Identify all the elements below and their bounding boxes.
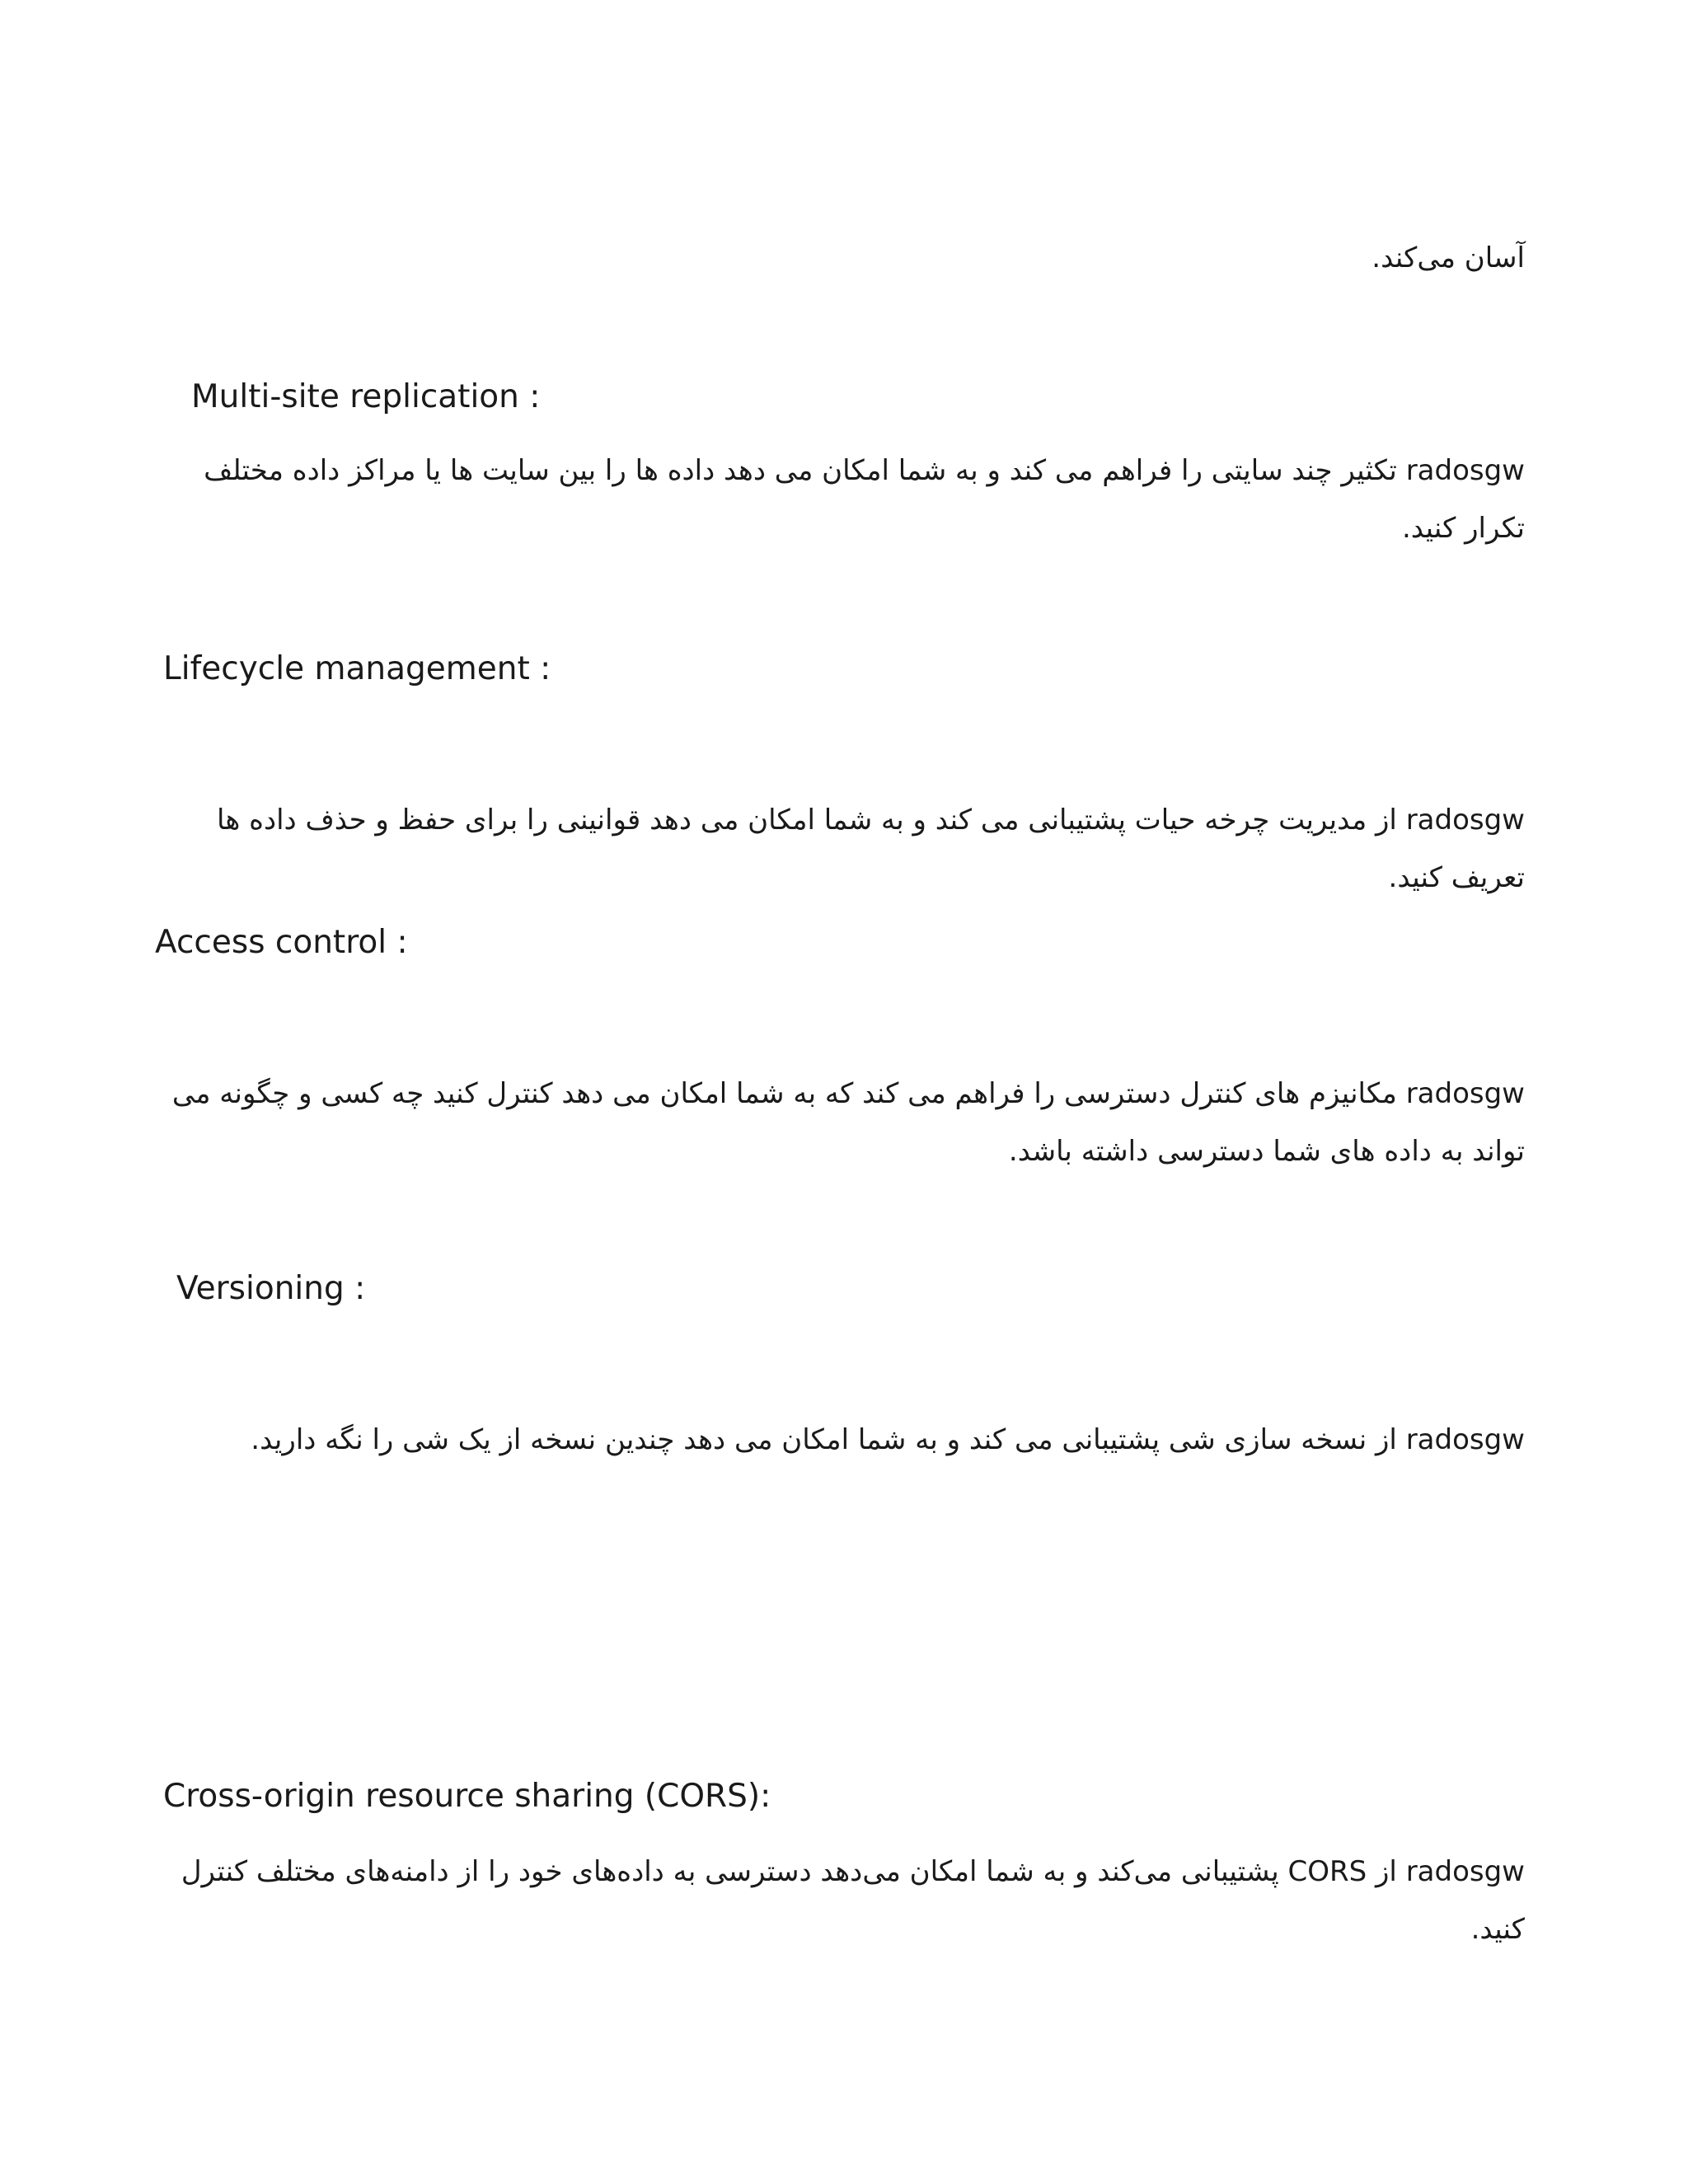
paragraph-line: radosgw از مدیریت چرخه حیات پشتیبانی می کند و به شما امکان می دهد قوانینی را برای حفظ و حذف داده ها	[217, 804, 1525, 837]
section-heading-access-control: Access control :	[155, 924, 408, 961]
section-heading-lifecycle-management: Lifecycle management :	[163, 650, 551, 687]
paragraph-line: کنید.	[1470, 1913, 1525, 1946]
section-heading-versioning: Versioning :	[176, 1270, 366, 1307]
paragraph-line: تواند به داده های شما دسترسی داشته باشد.	[1008, 1135, 1525, 1168]
section-heading-multi-site-replication: Multi-site replication :	[191, 378, 541, 415]
paragraph-line: تکرار کنید.	[1401, 512, 1525, 545]
paragraph-line: آسان می‌کند.	[1372, 241, 1525, 274]
section-heading-cors: Cross-origin resource sharing (CORS):	[163, 1778, 771, 1815]
paragraph-line: radosgw از CORS پشتیبانی می‌کند و به شما امکان می‌دهد دسترسی به داده‌های خود را از دامنه‌های مختلف کنترل	[181, 1855, 1525, 1888]
paragraph-line: radosgw از نسخه سازی شی پشتیبانی می کند و به شما امکان می دهد چندین نسخه از یک شی را نگه دارید.	[251, 1423, 1525, 1456]
section-body-lifecycle-management	[217, 791, 1525, 907]
section-body-cors	[181, 1843, 1525, 1958]
intro-tail-paragraph	[1372, 229, 1525, 287]
paragraph-line: تعریف کنید.	[1388, 861, 1525, 894]
section-body-versioning	[251, 1411, 1525, 1469]
paragraph-line: radosgw مکانیزم های کنترل دسترسی را فراهم می کند که به شما امکان می دهد کنترل کنید چه کسی و چگونه می	[171, 1077, 1525, 1110]
section-body-access-control	[172, 1065, 1525, 1180]
section-body-multi-site-replication	[204, 442, 1525, 557]
paragraph-line: radosgw تکثیر چند سایتی را فراهم می کند و به شما امکان می دهد داده ها را بین سایت ها یا مراکز داده مختلف	[204, 454, 1525, 487]
